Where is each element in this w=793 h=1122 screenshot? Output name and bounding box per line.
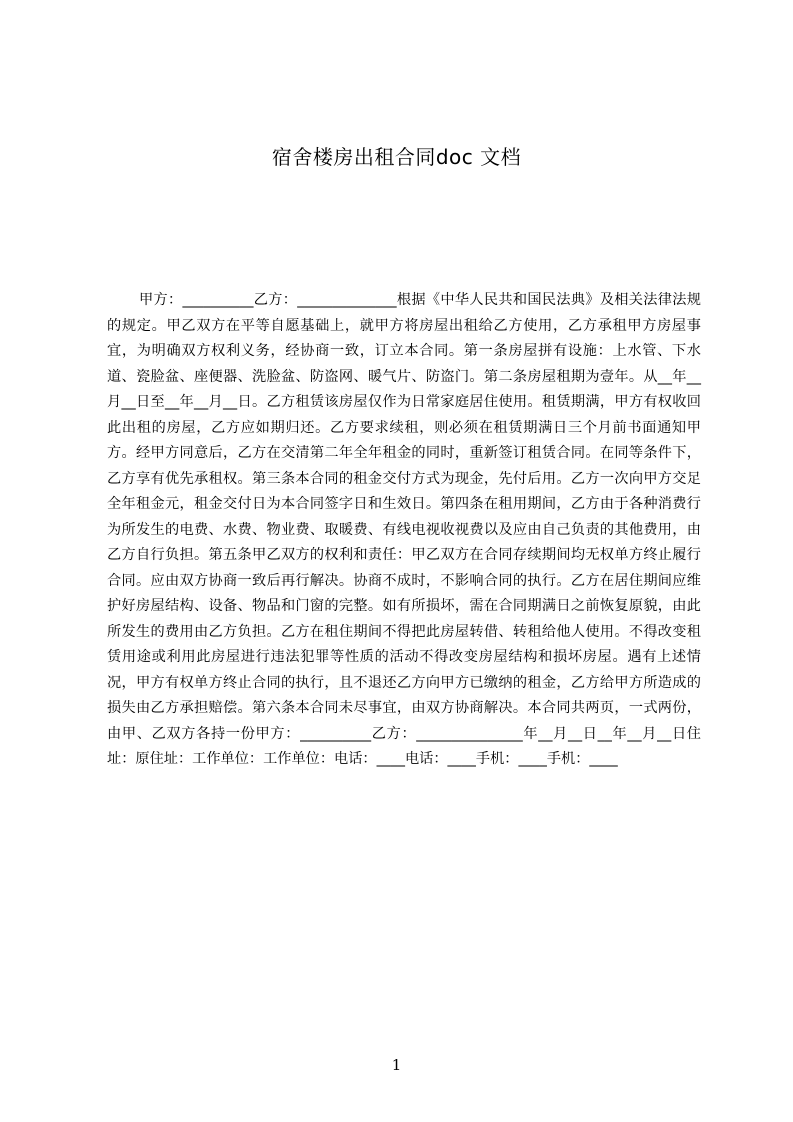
- document-title: 宿舍楼房出租合同doc 文档: [271, 145, 522, 169]
- contract-body-text: 甲方：__________乙方：______________根据《中华人民共和国民法典》及相关法律法规的规定。甲乙双方在平等自愿基础上，就甲方将房屋出租给乙方使用，乙方承租甲方房屋事宜，为明确双方权利义务，经协商一致，订立本合同。第一条房屋拼有设施：上水管、下水道、瓷脸盆、座便器、洗脸盆、防盗网、暖气片、防盗门。第二条房屋租期为壹年。从__年__月__日至__年__月__日。乙方租赁该房屋仅作为日常家庭居住使用。租赁期满，甲方有权收回此出租的房屋，乙方应如期归还。乙方要求续租，则必须在租赁期满日三个月前书面通知甲方。经甲方同意后，乙方在交清第二年全年租金的同时，重新签订租赁合同。在同等条件下，乙方享有优先承租权。第三条本合同的租金交付方式为现金，先付后用。乙方一次向甲方交足全年租金元，租金交付日为本合同签字日和生效日。第四条在租用期间，乙方由于各种消费行为所发生的电费、水费、物业费、取暖费、有线电视收视费以及应由自己负责的其他费用，由乙方自行负担。第五条甲乙双方的权利和责任：甲乙双方在合同存续期间均无权单方终止履行合同。应由双方协商一致后再行解决。协商不成时，不影响合同的执行。乙方在居住期间应维护好房屋结构、设备、物品和门窗的完整。如有所损坏，需在合同期满日之前恢复原貌，由此所发生的费用由乙方负担。乙方在租住期间不得把此房屋转借、转租给他人使用。不得改变租赁用途或利用此房屋进行违法犯罪等性质的活动不得改变房屋结构和损坏房屋。遇有上述情况，甲方有权单方终止合同的执行，且不退还乙方向甲方已缴纳的租金，乙方给甲方所造成的损失由乙方承担赔偿。第六条本合同未尽事宜，由双方协商解决。本合同共两页，一式两份，由甲、乙双方各持一份甲方：__________乙方：_______________年__月__日__年__月__日住址：原住址：工作单位：工作单位：电话：____电话：____手机：____手机：____: [107, 292, 701, 767]
- page-number: 1: [391, 1056, 402, 1074]
